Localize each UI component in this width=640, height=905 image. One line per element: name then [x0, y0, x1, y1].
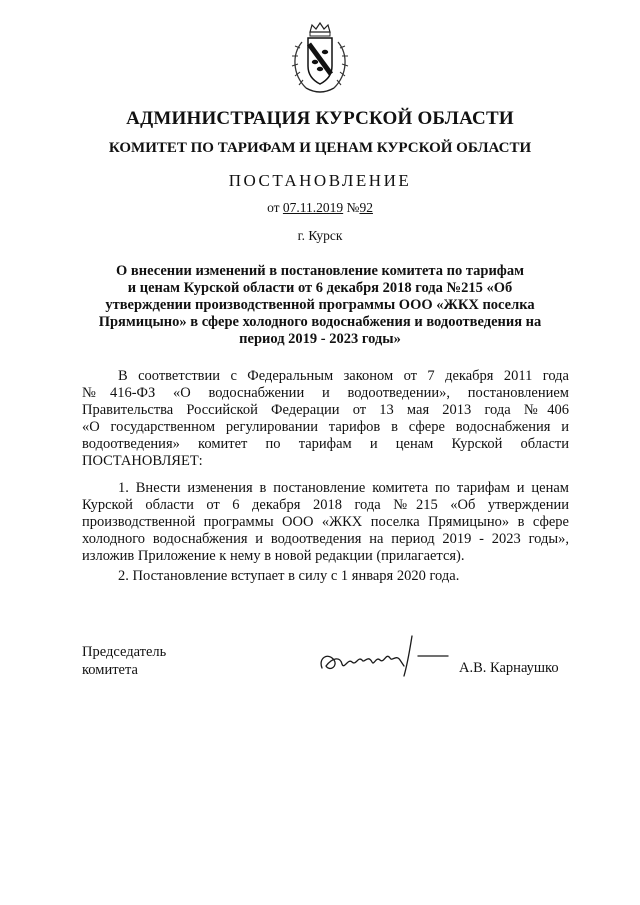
paragraph-line: холодного водоснабжения и водоотведения на период 2019 - 2023 годы»,	[82, 531, 569, 547]
committee-title: КОМИТЕТ ПО ТАРИФАМ И ЦЕНАМ КУРСКОЙ ОБЛАСТИ	[108, 140, 532, 156]
paragraph-line: 2. Постановление вступает в силу с 1 января 2020 года.	[118, 568, 460, 584]
signatory-name: А.В. Карнаушко	[459, 660, 559, 676]
number-prefix: №	[346, 200, 360, 215]
document-date: 07.11.2019	[282, 200, 344, 215]
item-1-paragraph	[82, 480, 569, 565]
subject-line: период 2019 - 2023 годы»	[239, 331, 401, 347]
subject-line: О внесении изменений в постановление комитета по тарифам	[116, 263, 524, 279]
subject-line: утверждении производственной программы ООО «ЖКХ поселка	[105, 297, 535, 313]
paragraph-line: 1. Внести изменения в постановление комитета по тарифам и ценам	[118, 480, 569, 496]
document-subject	[82, 263, 558, 348]
kursk-coat-of-arms-icon	[288, 22, 352, 98]
item-2-paragraph	[82, 568, 569, 585]
paragraph-line: Правительства Российской Федерации от 13 мая 2013 года №406	[82, 402, 569, 418]
paragraph-line: ПОСТАНОВЛЯЕТ:	[82, 453, 203, 469]
date-number-line	[0, 200, 640, 216]
subject-line: и ценам Курской области от 6 декабря 2018 года №215 «Об	[127, 280, 513, 296]
paragraph-line: №416-ФЗ «О водоснабжении и водоотведении», постановлением	[82, 385, 569, 401]
paragraph-line: Курской области от 6 декабря 2018 года №215 «Об утверждении	[82, 497, 569, 513]
paragraph-line: производственной программы ООО «ЖКХ поселка Прямицыно» в сфере	[82, 514, 569, 530]
preamble-paragraph	[82, 368, 569, 470]
organization-title: АДМИНИСТРАЦИЯ КУРСКОЙ ОБЛАСТИ	[126, 108, 514, 129]
document-type: ПОСТАНОВЛЕНИЕ	[228, 171, 412, 190]
signatory-position	[82, 643, 166, 679]
city: г. Курск	[297, 228, 343, 243]
position-line: комитета	[82, 662, 138, 678]
paragraph-line: В соответствии с Федеральным законом от 7 декабря 2011 года	[118, 368, 569, 384]
subject-line: Прямицыно» в сфере холодного водоснабжения и водоотведения на	[98, 314, 542, 330]
date-prefix: от	[267, 200, 280, 215]
document-number: 92	[359, 200, 373, 215]
handwritten-signature-icon	[316, 628, 452, 684]
paragraph-line: изложив Приложение к нему в новой редакции (прилагается).	[82, 548, 465, 564]
position-line: Председатель	[82, 644, 167, 660]
paragraph-line: «О государственном регулировании тарифов в сфере водоснабжения и	[82, 419, 569, 435]
paragraph-line: водоотведения» комитет по тарифам и ценам Курской области	[82, 436, 569, 452]
